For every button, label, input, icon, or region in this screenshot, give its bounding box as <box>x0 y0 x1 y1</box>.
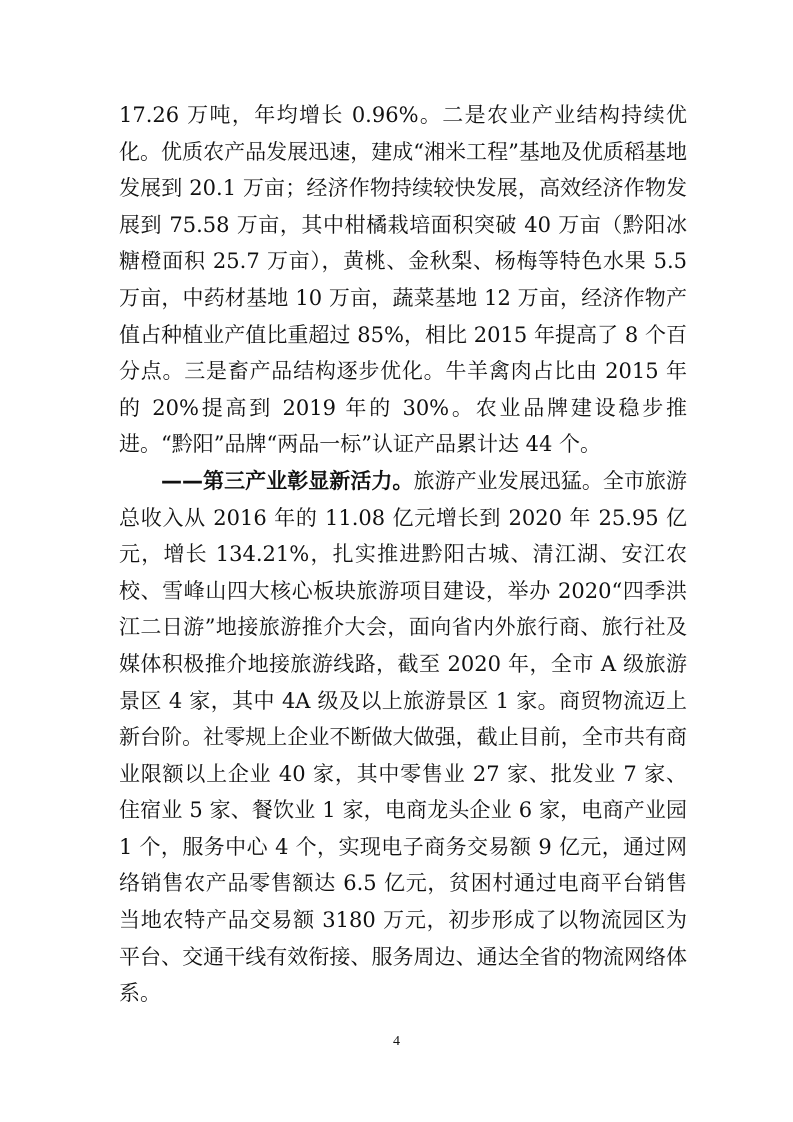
paragraph-heading: ——第三产业彰显新活力。 <box>161 468 414 493</box>
body-text <box>119 97 687 1012</box>
paragraph-agriculture <box>119 97 687 463</box>
page-number: 4 <box>393 1034 400 1049</box>
paragraph-tertiary-industry <box>119 463 687 1012</box>
paragraph-text: 旅游产业发展迅猛。全市旅游总收入从 2016 年的 11.08 亿元增长到 2020 年 25.95 亿元，增长 134.21%，扎实推进黔阳古城、清江湖、安江农校、雪峰山四大核心板块旅游项目建设，举办 2020“四季洪江二日游”地接旅游推介大会，面向省内外旅行商、旅行社及媒体积极推介地接旅游线路，截至 2020 年，全市 A 级旅游景区 4 家，其中 4A 级及以上旅游景区 1 家。商贸物流迈上新台阶。社零规上企业不断做大做强，截止目前，全市共有商业限额以上企业 40 家，其中零售业 27 家、批发业 7 家、住宿业 5 家、餐饮业 1 家，电商龙头企业 6 家，电商产业园 1 个，服务中心 4 个，实现电子商务交易额 9 亿元，通过网络销售农产品零售额达 6.5 亿元，贫困村通过电商平台销售当地农特产品交易额 3180 万元，初步形成了以物流园区为平台、交通干线有效衔接、服务周边、通达全省的物流网络体系。 <box>119 468 688 1006</box>
paragraph-text: 17.26 万吨，年均增长 0.96%。二是农业产业结构持续优化。优质农产品发展迅速，建成“湘米工程”基地及优质稻基地发展到 20.1 万亩；经济作物持续较快发展，高效经济作物发展到 75.58 万亩，其中柑橘栽培面积突破 40 万亩（黔阳冰糖橙面积 25.7 万亩），黄桃、金秋梨、杨梅等特色水果 5.5 万亩，中药材基地 10 万亩，蔬菜基地 12 万亩，经济作物产值占种植业产值比重超过 85%，相比 2015 年提高了 8 个百分点。三是畜产品结构逐步优化。牛羊禽肉占比由 2015 年的 20%提高到 2019 年的 30%。农业品牌建设稳步推进。“黔阳”品牌“两品一标”认证产品累计达 44 个。 <box>119 103 687 457</box>
